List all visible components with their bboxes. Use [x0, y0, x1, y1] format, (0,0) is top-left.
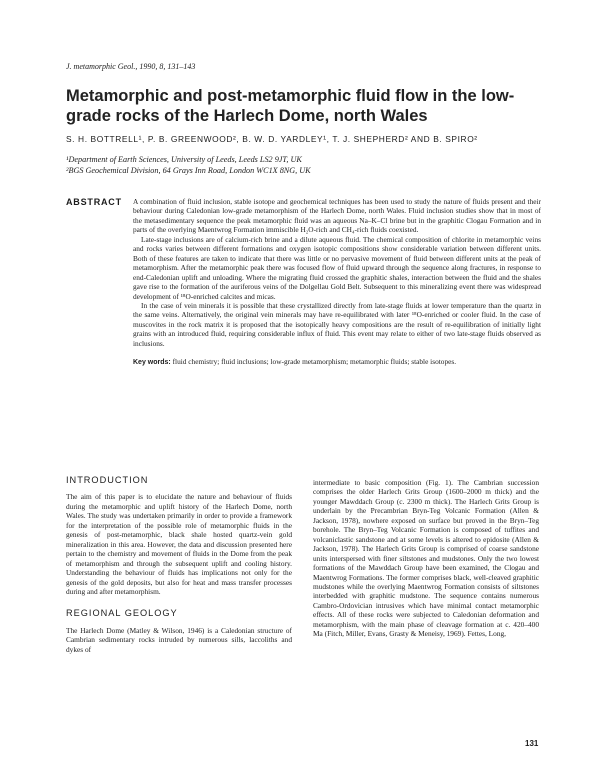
affiliation-1: ¹Department of Earth Sciences, University of Leeds, Leeds LS2 9JT, UK: [66, 155, 302, 164]
regional-geology-heading: REGIONAL GEOLOGY: [66, 608, 178, 619]
abstract-paragraph-1: A combination of fluid inclusion, stable isotope and geochemical techniques has been used to study the nature of fluids present and their behaviour during Caledonian low-grade metamorphism of the Harlech Dome, north Wales. Fluid inclusion studies show that in most of the metasedimentary sequence the peak metamorphic fluid was an aqueous Na–K–Cl brine but in the graphitic Clogau Formation and in parts of the overlying Maentwrog Formation immiscible H₂O-rich and CH₄-rich fluids coexisted.: [133, 197, 541, 235]
keywords-label: Key words:: [133, 359, 171, 367]
journal-citation: J. metamorphic Geol., 1990, 8, 131–143: [66, 62, 196, 71]
introduction-text: The aim of this paper is to elucidate the nature and behaviour of fluids during the metamorphic and uplift history of the Harlech Dome, north Wales. The study was undertaken primarily in order to provide a framework for the interpretation of the possible role of metamorphic fluids in the genesis of post-metamorphic, black shale hosted quartz-vein gold mineralization in this area. However, the data and discussion presented here pertain to the chemistry and movement of fluids in the Dome from the peak of metamorphism and through the subsequent uplift and cooling history. Understanding the behaviour of fluids has implications not only for the genesis of the gold deposits, but also for heat and mass transfer processes during and after metamorphism.: [66, 492, 292, 596]
abstract-heading: ABSTRACT: [66, 197, 122, 207]
left-column: [66, 476, 292, 654]
paper-title: Metamorphic and post-metamorphic fluid flow in the low-grade rocks of the Harlech Dome, north Wales: [66, 87, 515, 125]
affiliation-2: ²BGS Geochemical Division, 64 Grays Inn Road, London WC1X 8NG, UK: [66, 166, 311, 175]
abstract-paragraph-2: Late-stage inclusions are of calcium-rich brine and a dilute aqueous fluid. The chemical composition of chlorite in metamorphic veins and rocks varies between different formations and oxygen isotopic compositions show considerable variation between different units. Both of these features are taken to indicate that there was little or no pervasive movement of fluid between different units at the peak of metamorphism. After the metamorphic peak there was focused flow of fluid upward through the sequence along fractures, in response to end-Caledonian uplift and unloading. Where the migrating fluid crossed the graphitic shales, interaction between the fluid and the shales gave rise to the formation of the auriferous veins of the Dolgellau Gold Belt. Subsequent to this mineralizing event there was widespread development of ¹⁸O-enriched calcites and micas.: [133, 234, 541, 301]
author-list: S. H. BOTTRELL¹, P. B. GREENWOOD², B. W. D. YARDLEY¹, T. J. SHEPHERD² AND B. SPIRO²: [66, 134, 478, 144]
abstract-paragraph-3: In the case of vein minerals it is possible that these crystallized directly from late-stage fluids at lower temperature than the quartz in the same veins. Alternatively, the original vein minerals may have re-equilibrated with later ¹⁸O-enriched or cooler fluid. In the case of muscovites in the rock matrix it is proposed that the isotopically heavy compositions are the result of re-equilibration of initially light grains with an introduced fluid, requiring considerable influx of fluid. This event may relate to either of two late-stage fluids observed as inclusions.: [133, 300, 541, 348]
right-column-text: intermediate to basic composition (Fig. 1). The Cambrian succession comprises the older Harlech Grits Group (1600–2000 m thick) and the younger Mawddach Group (c. 2300 m thick). The Harlech Grits Group is underlain by the Precambrian Bryn-Teg Volcanic Formation (Allen & Jackson, 1978), nowhere exposed on surface but proved in the Bryn–Teg borehole. The Bryn–Teg Volcanic Formation is composed of tuffites and volcaniclastic sandstone and at some levels is altered to epidosite (Allen & Jackson, 1978). The Harlech Grits Group is comprised of coarse sandstone units interspersed with finer siltstones and mudstones. Only the two lowest formations of the Mawddach Group have been examined, the Clogau and Maentwrog Formations. The former comprises black, well-cleaved graphitic mudstones while the overlying Maentwrog Formation consists of siltstones interbedded with graphitic mudstone. The sequence contains numerous Cambro-Ordovician intrusives which have minimal contact metamorphic effects. All of these rocks were subjected to Caledonian deformation and metamorphism, with the main phase of cleavage formation at c. 420–400 Ma (Fitch, Miller, Evans, Grasty & Meneisy, 1969). Fettes, Long,: [313, 478, 539, 639]
abstract-body: [133, 197, 541, 368]
right-column: [313, 478, 539, 639]
keywords: [133, 357, 541, 367]
keywords-text: fluid chemistry; fluid inclusions; low-grade metamorphism; metamorphic fluids; stable isotopes.: [172, 357, 457, 367]
page-number: 131: [525, 739, 539, 748]
regional-geology-text: The Harlech Dome (Matley & Wilson, 1946) is a Caledonian structure of Cambrian sedimentary rocks intruded by numerous sills, laccoliths and dykes of: [66, 625, 292, 654]
introduction-heading: INTRODUCTION: [66, 475, 149, 485]
